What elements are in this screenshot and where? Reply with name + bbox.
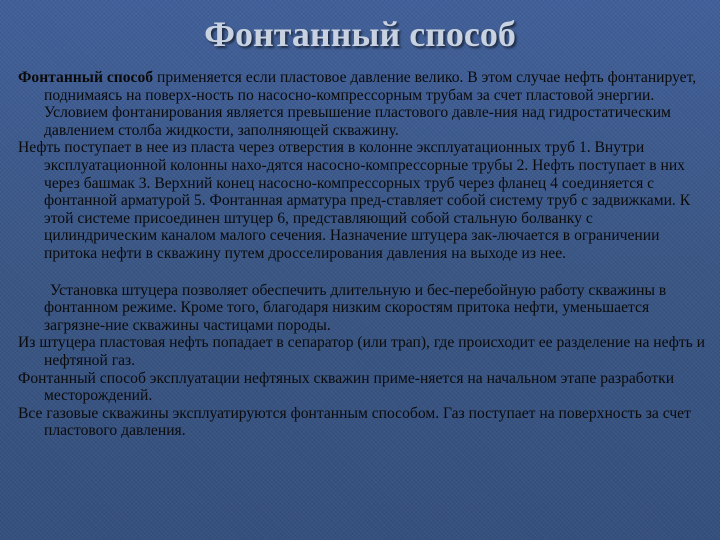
- paragraph-choke: Установка штуцера позволяет обеспечить длительную и бес-перебойную работу скважины в фонтанном режиме. Кроме того, благодаря низким скоростям притока нефти, уменьшается загрязне-ние скважины частицами породы.: [44, 281, 667, 334]
- paragraph-intro-text: применяется если пластовое давление велико. В этом случае нефть фонтанирует, поднимаясь на поверх-ность по насосно-компрессорным трубам за счет пластовой энергии. Условием фонтанирования является превышение пластового давле-ния над гидростатическим давлением столба жидкости, заполняющей скважину.: [44, 69, 697, 139]
- paragraph-initial-stage: Фонтанный способ эксплуатации нефтяных скважин приме-няется на начальном этапе разработки месторождений.: [18, 369, 675, 405]
- slide-body: [18, 69, 708, 440]
- paragraph-gas-wells: Все газовые скважины эксплуатируются фонтанным способом. Газ поступает на поверхность за счет пластового давления.: [18, 404, 691, 440]
- paragraph-intro: [18, 69, 708, 139]
- paragraph-oil-flow: Нефть поступает в нее из пласта через отверстия в колонне эксплуатационных труб 1. Внутри эксплуатационной колонны нахо-дятся насосно-компрессорные трубы 2. Нефть поступает в них через башмак 3. Верхний конец насосно-компрессорных труб через фланец 4 соединяется с фонтанной арматурой 5. Фонтанная арматура пред-ставляет собой систему труб с задвижками. К этой системе присоединен штуцер 6, представляющий собой стальную болванку с цилиндрическим каналом малого сечения. Назначение штуцера зак-лючается в ограничении притока нефти в скважину путем дросселирования давления на выходе из нее.: [18, 139, 691, 262]
- paragraph-intro-lead: Фонтанный способ: [18, 69, 154, 86]
- paragraph-separator: Из штуцера пластовая нефть попадает в сепаратор (или трап), где происходит ее разделение на нефть и нефтяной газ.: [18, 334, 706, 369]
- slide-title: Фонтанный способ: [204, 14, 516, 54]
